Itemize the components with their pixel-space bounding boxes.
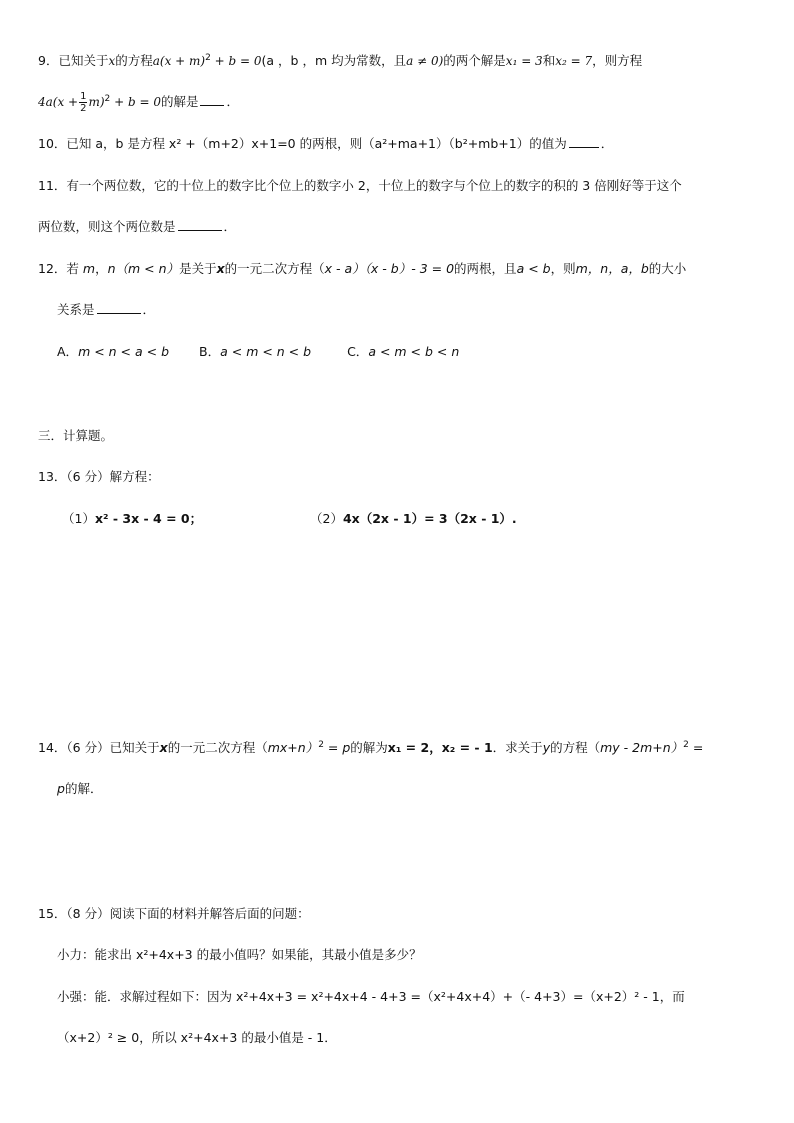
- q12-end: ．: [142, 302, 156, 317]
- section-3-title: [38, 427, 113, 445]
- q10-line: [38, 135, 613, 153]
- q14-text-e: 的方程（: [550, 740, 601, 755]
- q13-text: 解方程：: [109, 469, 160, 484]
- q9-number: 9．: [38, 53, 59, 68]
- option-label: C．: [347, 344, 369, 359]
- q14-eq1-exp: 2: [318, 740, 324, 750]
- q12-text-a: 若: [66, 261, 83, 276]
- q9-sol2: x₂ = 7: [555, 54, 593, 68]
- q12-sep: ，: [95, 261, 108, 276]
- q10-text: 已知 a，b 是方程 x² +（m+2）x+1=0 的两根，则（a²+ma+1）（b²+mb+1）的值为: [66, 136, 567, 151]
- q12-option-b[interactable]: [199, 344, 311, 359]
- q9-eq-rhs: + b = 0: [210, 54, 262, 68]
- q9-eq2-b: m): [88, 95, 105, 109]
- q10-answer-blank[interactable]: [569, 135, 599, 148]
- q15-xiaoli: [57, 946, 422, 964]
- q14-var-x: x: [159, 740, 168, 755]
- q9-text-e: 和: [542, 53, 556, 68]
- q14-text-d: ．求关于: [492, 740, 543, 755]
- q12-equation: x - a）（x - b）- 3 = 0: [324, 261, 455, 276]
- q11-number: 11．: [38, 178, 67, 193]
- option-label: B．: [199, 344, 221, 359]
- q9-eq2-c: + b = 0: [110, 95, 161, 109]
- q12-text-c: 的一元二次方程（: [224, 261, 325, 276]
- q9-text-f: ，则方程: [592, 53, 643, 68]
- q9-eq-lhs: a(x + m): [152, 54, 206, 68]
- q15-number: 15．: [38, 906, 67, 921]
- q12-text-d: 的两根，且: [454, 261, 517, 276]
- q12-option-c[interactable]: [347, 344, 459, 359]
- q12-var-m: m: [82, 261, 96, 276]
- q14-var-y: y: [542, 740, 551, 755]
- q12-line1: [38, 260, 686, 278]
- q15-text: 阅读下面的材料并解答后面的问题：: [109, 906, 310, 921]
- q11-line1-text: 有一个两位数，它的十位上的数字比个位上的数字小 2，十位上的数字与个位上的数字的积的 3 倍刚好等于这个: [66, 178, 682, 193]
- q9-frac-den: 2: [80, 103, 87, 114]
- q12-answer-blank[interactable]: [97, 301, 141, 314]
- q15-line1: [38, 905, 310, 923]
- q9-eq2-a: 4a(x +: [38, 95, 79, 109]
- q14-eq1-rhs: = p: [323, 740, 351, 755]
- q14-solutions: x₁ = 2，x₂ = - 1: [387, 740, 493, 755]
- option-text: a < m < n < b: [220, 344, 312, 359]
- q13-score: （6 分）: [66, 469, 110, 484]
- q12-var-n: n: [107, 261, 116, 276]
- q14-eq2-exp: 2: [683, 740, 689, 750]
- q12-text-e: ，则: [550, 261, 576, 276]
- q15-xiaoqiang-1: [57, 988, 685, 1006]
- q13-number: 13．: [38, 469, 67, 484]
- q12-var-x: x: [216, 261, 225, 276]
- q14-text-c: 的解为: [350, 740, 388, 755]
- q14-var-p: p: [57, 781, 65, 796]
- q14-text-b: 的一元二次方程（: [167, 740, 268, 755]
- q14-score: （6 分）: [66, 740, 110, 755]
- q9-text-b: 的方程: [115, 53, 153, 68]
- q10-end: ．: [600, 136, 614, 151]
- q15-xiaoqiang-text-2: （x+2）² ≥ 0，所以 x²+4x+3 的最小值是 - 1．: [57, 1030, 337, 1045]
- q12-number: 12．: [38, 261, 67, 276]
- q14-line2: [57, 780, 102, 798]
- q9-text-g: 的解是: [160, 94, 199, 109]
- q9-text-d: 的两个解是: [443, 53, 506, 68]
- q9-sol1: x₁ = 3: [505, 54, 543, 68]
- q11-line2: [38, 218, 236, 236]
- option-text: m < n < a < b: [78, 344, 170, 359]
- q13-p2-equation: 4x（2x - 1）= 3（2x - 1）.: [342, 511, 517, 526]
- q13-part2: [310, 510, 517, 528]
- q11-line1: [38, 177, 682, 195]
- q15-xiaoqiang-text-1: 小强：能．求解过程如下：因为 x²+4x+3 = x²+4x+4 - 4+3 =（x²+4x+4）+（- 4+3）=（x+2）² - 1，而: [57, 989, 685, 1004]
- q9-line1: 9．已知关于x的方程$a(x + m)^2 + b = 0(a$ ，b ，m 均为常数，且a ≠ 0)的两个解是x₁ = 3和x₂ = 7，则方程: [38, 53, 643, 68]
- q13-p1-label: （1）: [62, 511, 95, 526]
- q12-vars: m，n，a，b: [575, 261, 649, 276]
- q15-xiaoli-text: 小力：能求出 x²+4x+3 的最小值吗？如果能，其最小值是多少？: [57, 947, 422, 962]
- q14-eq2: my - 2m+n）: [600, 740, 684, 755]
- q14-line1: [38, 739, 703, 757]
- option-label: A．: [57, 344, 79, 359]
- q14-eq2-rhs: =: [688, 740, 704, 755]
- q14-number: 14．: [38, 740, 67, 755]
- q9-var-x: x: [108, 54, 116, 68]
- q12-text-f: 的大小: [648, 261, 687, 276]
- q9-frac-num: 1: [80, 91, 87, 102]
- q10-number: 10．: [38, 136, 67, 151]
- q9-line2: 4a(x + $\frac{1}{2}$ m)$^2$ + b = 0的解是 ．: [38, 91, 239, 114]
- option-text: a < m < b < n: [368, 344, 460, 359]
- q9-cond: a ≠ 0): [406, 54, 444, 68]
- q11-end: ．: [223, 219, 237, 234]
- q12-option-a[interactable]: [57, 344, 169, 359]
- q12-options: [57, 343, 459, 361]
- q13-part1: [62, 510, 202, 528]
- q12-text-b: 是关于: [179, 261, 217, 276]
- q9-text-a: 已知关于: [58, 53, 109, 68]
- q12-condition: a < b: [516, 261, 551, 276]
- q9-fraction: [79, 91, 87, 114]
- q13-line: [38, 468, 160, 486]
- q9-text-c: (a ，b ，m 均为常数，且: [261, 53, 407, 68]
- q13-p1-equation: x² - 3x - 4 = 0；: [94, 511, 203, 526]
- q12-line2: [57, 301, 155, 319]
- q12-paren: （m < n）: [115, 261, 180, 276]
- q9-answer-blank[interactable]: [200, 93, 224, 106]
- q13-p2-label: （2）: [310, 511, 343, 526]
- q14-text-a: 已知关于: [109, 740, 160, 755]
- q14-line2-text: 的解．: [64, 781, 103, 796]
- q11-answer-blank[interactable]: [178, 218, 222, 231]
- q11-line2-text: 两位数，则这个两位数是: [38, 219, 176, 234]
- q9-end: ．: [226, 94, 239, 109]
- q15-score: （8 分）: [66, 906, 110, 921]
- section-title: 三．计算题。: [38, 428, 114, 443]
- q15-xiaoqiang-2: [57, 1029, 337, 1047]
- q14-eq1: mx+n）: [267, 740, 319, 755]
- q12-line2-text: 关系是: [57, 302, 95, 317]
